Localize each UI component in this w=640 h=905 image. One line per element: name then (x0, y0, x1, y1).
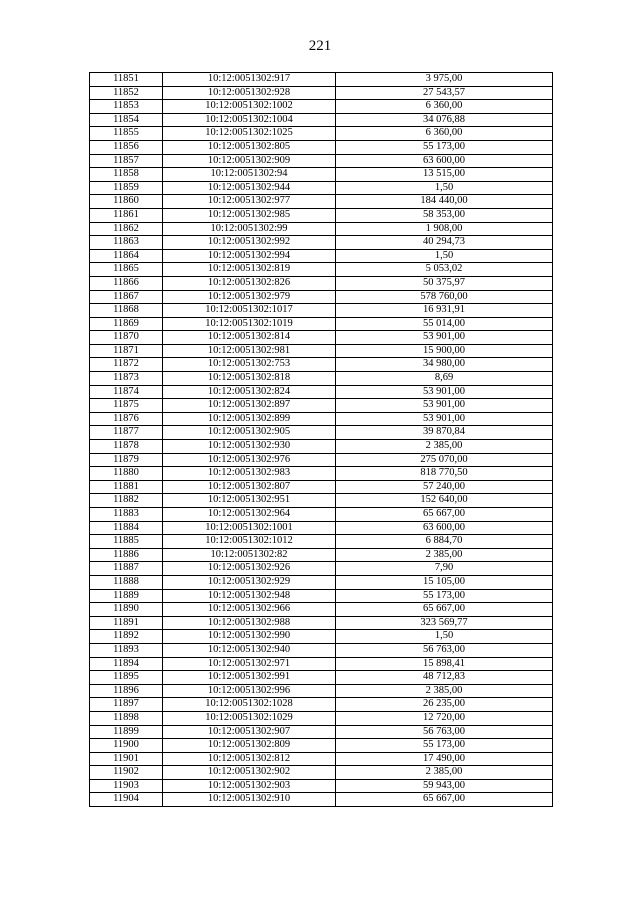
row-number-cell: 11871 (90, 344, 163, 358)
cadastral-number-cell: 10:12:0051302:964 (163, 508, 336, 522)
value-cell: 275 070,00 (336, 453, 553, 467)
value-cell: 34 980,00 (336, 358, 553, 372)
table-row (90, 399, 553, 413)
value-cell: 63 600,00 (336, 154, 553, 168)
cadastral-number-cell: 10:12:0051302:976 (163, 453, 336, 467)
value-cell: 1 908,00 (336, 222, 553, 236)
cadastral-number-cell: 10:12:0051302:917 (163, 73, 336, 87)
cadastral-number-cell: 10:12:0051302:966 (163, 603, 336, 617)
cadastral-number-cell: 10:12:0051302:926 (163, 562, 336, 576)
value-cell: 2 385,00 (336, 440, 553, 454)
cadastral-number-cell: 10:12:0051302:1002 (163, 100, 336, 114)
row-number-cell: 11897 (90, 698, 163, 712)
table-row (90, 140, 553, 154)
value-cell: 40 294,73 (336, 236, 553, 250)
row-number-cell: 11876 (90, 412, 163, 426)
cadastral-number-cell: 10:12:0051302:907 (163, 725, 336, 739)
table-row (90, 766, 553, 780)
table-row (90, 494, 553, 508)
value-cell: 56 763,00 (336, 725, 553, 739)
table-row (90, 684, 553, 698)
value-cell: 152 640,00 (336, 494, 553, 508)
row-number-cell: 11896 (90, 684, 163, 698)
cadastral-number-cell: 10:12:0051302:928 (163, 86, 336, 100)
table-row (90, 181, 553, 195)
row-number-cell: 11902 (90, 766, 163, 780)
value-cell: 15 898,41 (336, 657, 553, 671)
cadastral-number-cell: 10:12:0051302:903 (163, 779, 336, 793)
cadastral-number-cell: 10:12:0051302:1004 (163, 113, 336, 127)
row-number-cell: 11875 (90, 399, 163, 413)
row-number-cell: 11891 (90, 616, 163, 630)
row-number-cell: 11894 (90, 657, 163, 671)
cadastral-number-cell: 10:12:0051302:979 (163, 290, 336, 304)
table-row (90, 657, 553, 671)
row-number-cell: 11873 (90, 372, 163, 386)
cadastral-number-cell: 10:12:0051302:99 (163, 222, 336, 236)
cadastral-number-cell: 10:12:0051302:902 (163, 766, 336, 780)
cadastral-number-cell: 10:12:0051302:1029 (163, 711, 336, 725)
value-cell: 56 763,00 (336, 643, 553, 657)
table-row (90, 331, 553, 345)
cadastral-number-cell: 10:12:0051302:1001 (163, 521, 336, 535)
cadastral-number-cell: 10:12:0051302:1025 (163, 127, 336, 141)
row-number-cell: 11882 (90, 494, 163, 508)
row-number-cell: 11877 (90, 426, 163, 440)
table-row (90, 372, 553, 386)
value-cell: 53 901,00 (336, 331, 553, 345)
row-number-cell: 11870 (90, 331, 163, 345)
table-body (90, 73, 553, 807)
cadastral-number-cell: 10:12:0051302:807 (163, 480, 336, 494)
row-number-cell: 11851 (90, 73, 163, 87)
value-cell: 55 173,00 (336, 589, 553, 603)
table-row (90, 73, 553, 87)
table-row (90, 779, 553, 793)
table-row (90, 222, 553, 236)
table-row (90, 562, 553, 576)
table-row (90, 521, 553, 535)
cadastral-number-cell: 10:12:0051302:951 (163, 494, 336, 508)
table-row (90, 236, 553, 250)
cadastral-number-cell: 10:12:0051302:990 (163, 630, 336, 644)
cadastral-number-cell: 10:12:0051302:988 (163, 616, 336, 630)
value-cell: 65 667,00 (336, 603, 553, 617)
cadastral-number-cell: 10:12:0051302:944 (163, 181, 336, 195)
row-number-cell: 11868 (90, 304, 163, 318)
value-cell: 58 353,00 (336, 208, 553, 222)
value-cell: 53 901,00 (336, 399, 553, 413)
cadastral-number-cell: 10:12:0051302:897 (163, 399, 336, 413)
table-row (90, 725, 553, 739)
row-number-cell: 11879 (90, 453, 163, 467)
cadastral-number-cell: 10:12:0051302:824 (163, 385, 336, 399)
table-row (90, 589, 553, 603)
row-number-cell: 11886 (90, 548, 163, 562)
cadastral-number-cell: 10:12:0051302:971 (163, 657, 336, 671)
row-number-cell: 11860 (90, 195, 163, 209)
row-number-cell: 11858 (90, 168, 163, 182)
table-row (90, 698, 553, 712)
row-number-cell: 11867 (90, 290, 163, 304)
value-cell: 55 173,00 (336, 739, 553, 753)
value-cell: 39 870,84 (336, 426, 553, 440)
row-number-cell: 11903 (90, 779, 163, 793)
row-number-cell: 11862 (90, 222, 163, 236)
row-number-cell: 11863 (90, 236, 163, 250)
value-cell: 818 770,50 (336, 467, 553, 481)
cadastral-number-cell: 10:12:0051302:992 (163, 236, 336, 250)
table-row (90, 100, 553, 114)
table-row (90, 344, 553, 358)
row-number-cell: 11890 (90, 603, 163, 617)
row-number-cell: 11854 (90, 113, 163, 127)
value-cell: 1,50 (336, 181, 553, 195)
cadastral-number-cell: 10:12:0051302:910 (163, 793, 336, 807)
cadastral-number-cell: 10:12:0051302:981 (163, 344, 336, 358)
row-number-cell: 11856 (90, 140, 163, 154)
row-number-cell: 11899 (90, 725, 163, 739)
table-row (90, 752, 553, 766)
row-number-cell: 11855 (90, 127, 163, 141)
row-number-cell: 11887 (90, 562, 163, 576)
row-number-cell: 11878 (90, 440, 163, 454)
cadastral-number-cell: 10:12:0051302:1012 (163, 535, 336, 549)
table-row (90, 249, 553, 263)
row-number-cell: 11898 (90, 711, 163, 725)
value-cell: 13 515,00 (336, 168, 553, 182)
value-cell: 6 360,00 (336, 127, 553, 141)
value-cell: 2 385,00 (336, 766, 553, 780)
value-cell: 8,69 (336, 372, 553, 386)
value-cell: 53 901,00 (336, 412, 553, 426)
row-number-cell: 11892 (90, 630, 163, 644)
cadastral-number-cell: 10:12:0051302:94 (163, 168, 336, 182)
table-row (90, 508, 553, 522)
row-number-cell: 11865 (90, 263, 163, 277)
table-row (90, 86, 553, 100)
value-cell: 6 360,00 (336, 100, 553, 114)
cadastral-number-cell: 10:12:0051302:82 (163, 548, 336, 562)
table-row (90, 453, 553, 467)
table-row (90, 575, 553, 589)
table-row (90, 671, 553, 685)
value-cell: 50 375,97 (336, 276, 553, 290)
value-cell: 1,50 (336, 630, 553, 644)
table-row (90, 630, 553, 644)
cadastral-number-cell: 10:12:0051302:905 (163, 426, 336, 440)
value-cell: 48 712,83 (336, 671, 553, 685)
row-number-cell: 11853 (90, 100, 163, 114)
cadastral-number-cell: 10:12:0051302:812 (163, 752, 336, 766)
value-cell: 184 440,00 (336, 195, 553, 209)
table-row (90, 480, 553, 494)
row-number-cell: 11852 (90, 86, 163, 100)
cadastral-number-cell: 10:12:0051302:819 (163, 263, 336, 277)
cadastral-number-cell: 10:12:0051302:809 (163, 739, 336, 753)
cadastral-number-cell: 10:12:0051302:983 (163, 467, 336, 481)
value-cell: 2 385,00 (336, 684, 553, 698)
value-cell: 578 760,00 (336, 290, 553, 304)
table-row (90, 793, 553, 807)
page-number: 221 (308, 38, 332, 54)
value-cell: 12 720,00 (336, 711, 553, 725)
table-row (90, 426, 553, 440)
row-number-cell: 11874 (90, 385, 163, 399)
table-row (90, 263, 553, 277)
cadastral-number-cell: 10:12:0051302:948 (163, 589, 336, 603)
cadastral-number-cell: 10:12:0051302:996 (163, 684, 336, 698)
value-cell: 53 901,00 (336, 385, 553, 399)
value-cell: 3 975,00 (336, 73, 553, 87)
cadastral-number-cell: 10:12:0051302:818 (163, 372, 336, 386)
value-cell: 27 543,57 (336, 86, 553, 100)
value-cell: 34 076,88 (336, 113, 553, 127)
table-row (90, 535, 553, 549)
cadastral-number-cell: 10:12:0051302:814 (163, 331, 336, 345)
table-row (90, 113, 553, 127)
row-number-cell: 11904 (90, 793, 163, 807)
row-number-cell: 11885 (90, 535, 163, 549)
table-row (90, 467, 553, 481)
row-number-cell: 11869 (90, 317, 163, 331)
value-cell: 2 385,00 (336, 548, 553, 562)
table-row (90, 317, 553, 331)
table-row (90, 616, 553, 630)
table-row (90, 127, 553, 141)
value-cell: 323 569,77 (336, 616, 553, 630)
cadastral-number-cell: 10:12:0051302:1019 (163, 317, 336, 331)
cadastral-number-cell: 10:12:0051302:826 (163, 276, 336, 290)
row-number-cell: 11901 (90, 752, 163, 766)
row-number-cell: 11880 (90, 467, 163, 481)
table-row (90, 412, 553, 426)
value-cell: 15 900,00 (336, 344, 553, 358)
table-row (90, 168, 553, 182)
row-number-cell: 11883 (90, 508, 163, 522)
table-row (90, 290, 553, 304)
value-cell: 65 667,00 (336, 508, 553, 522)
row-number-cell: 11893 (90, 643, 163, 657)
table-row (90, 548, 553, 562)
cadastral-number-cell: 10:12:0051302:940 (163, 643, 336, 657)
row-number-cell: 11900 (90, 739, 163, 753)
value-cell: 65 667,00 (336, 793, 553, 807)
cadastral-number-cell: 10:12:0051302:930 (163, 440, 336, 454)
cadastral-number-cell: 10:12:0051302:991 (163, 671, 336, 685)
cadastral-number-cell: 10:12:0051302:1028 (163, 698, 336, 712)
row-number-cell: 11889 (90, 589, 163, 603)
value-cell: 26 235,00 (336, 698, 553, 712)
row-number-cell: 11861 (90, 208, 163, 222)
row-number-cell: 11857 (90, 154, 163, 168)
row-number-cell: 11895 (90, 671, 163, 685)
value-cell: 15 105,00 (336, 575, 553, 589)
table-row (90, 154, 553, 168)
value-cell: 5 053,02 (336, 263, 553, 277)
value-cell: 63 600,00 (336, 521, 553, 535)
row-number-cell: 11872 (90, 358, 163, 372)
table-row (90, 440, 553, 454)
table-row (90, 358, 553, 372)
table-row (90, 208, 553, 222)
cadastral-number-cell: 10:12:0051302:985 (163, 208, 336, 222)
value-cell: 59 943,00 (336, 779, 553, 793)
table-row (90, 195, 553, 209)
row-number-cell: 11884 (90, 521, 163, 535)
value-cell: 57 240,00 (336, 480, 553, 494)
cadastral-number-cell: 10:12:0051302:899 (163, 412, 336, 426)
value-cell: 6 884,70 (336, 535, 553, 549)
cadastral-number-cell: 10:12:0051302:994 (163, 249, 336, 263)
row-number-cell: 11881 (90, 480, 163, 494)
cadastral-number-cell: 10:12:0051302:909 (163, 154, 336, 168)
table-row (90, 304, 553, 318)
cadastral-number-cell: 10:12:0051302:929 (163, 575, 336, 589)
cadastral-number-cell: 10:12:0051302:753 (163, 358, 336, 372)
table-row (90, 603, 553, 617)
value-cell: 55 014,00 (336, 317, 553, 331)
cadastral-table (89, 72, 553, 807)
table-row (90, 711, 553, 725)
table-row (90, 276, 553, 290)
cadastral-number-cell: 10:12:0051302:977 (163, 195, 336, 209)
value-cell: 7,90 (336, 562, 553, 576)
value-cell: 17 490,00 (336, 752, 553, 766)
value-cell: 55 173,00 (336, 140, 553, 154)
row-number-cell: 11888 (90, 575, 163, 589)
value-cell: 1,50 (336, 249, 553, 263)
table-row (90, 385, 553, 399)
row-number-cell: 11866 (90, 276, 163, 290)
table-row (90, 643, 553, 657)
cadastral-number-cell: 10:12:0051302:805 (163, 140, 336, 154)
row-number-cell: 11859 (90, 181, 163, 195)
cadastral-number-cell: 10:12:0051302:1017 (163, 304, 336, 318)
table-row (90, 739, 553, 753)
row-number-cell: 11864 (90, 249, 163, 263)
value-cell: 16 931,91 (336, 304, 553, 318)
